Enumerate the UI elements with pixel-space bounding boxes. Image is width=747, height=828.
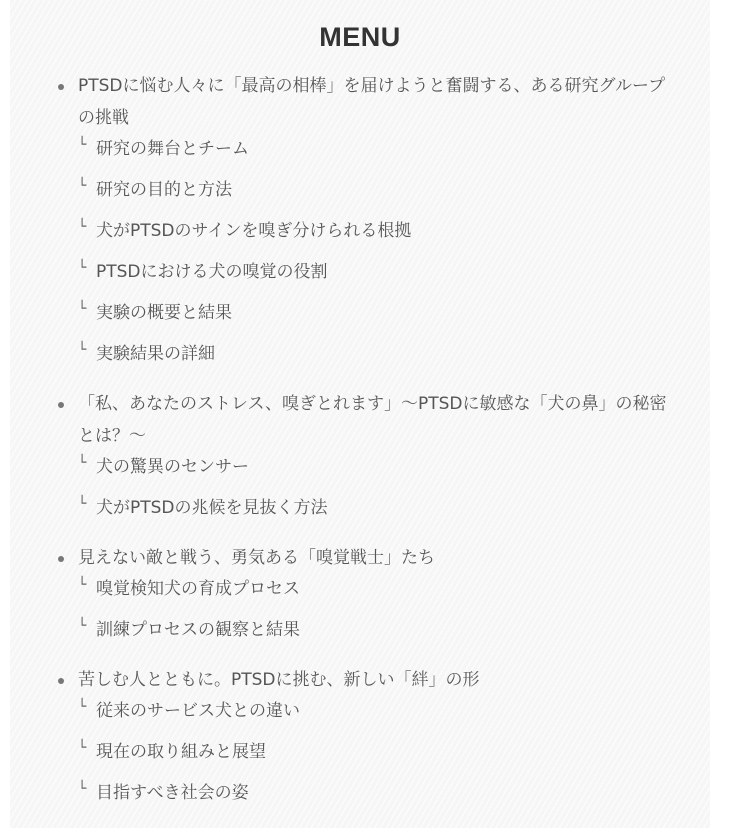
toc-subitem-label[interactable]: PTSDにおける犬の嗅覚の役割 [96,262,328,282]
toc-subitem[interactable] [78,493,710,534]
toc-sublist [78,574,710,656]
corner-icon: └ [78,618,87,634]
corner-icon: └ [78,740,87,756]
toc-section-link[interactable]: 「私、あなたのストレス、嗅ぎとれます」〜PTSDに敏感な「犬の鼻」の秘密とは？〜 [78,394,667,446]
toc-subitem[interactable] [78,134,710,175]
corner-icon: └ [78,301,87,317]
corner-icon: └ [78,219,87,235]
toc-section-link[interactable]: PTSDに悩む人々に「最高の相棒」を届けようと奮闘する、ある研究グループの挑戦 [78,76,666,128]
toc-section-4 [54,664,710,819]
corner-icon: └ [78,178,87,194]
toc-section-3 [54,542,710,656]
toc-section-link[interactable]: 苦しむ人とともに。PTSDに挑む、新しい「絆」の形 [78,670,480,690]
toc-subitem[interactable] [78,452,710,493]
toc-subitem[interactable] [78,737,710,778]
table-of-contents [10,0,710,828]
menu-title: MENU [319,22,401,52]
corner-icon: └ [78,496,87,512]
toc-subitem[interactable] [78,298,710,339]
toc-subitem-label[interactable]: 訓練プロセスの観察と結果 [96,620,300,640]
corner-icon: └ [78,699,87,715]
toc-subitem-label[interactable]: 研究の目的と方法 [96,180,232,200]
toc-section-link[interactable]: 見えない敵と戦う、勇気ある「嗅覚戦士」たち [78,548,435,568]
toc-subitem[interactable] [78,339,710,380]
toc-sublist [78,452,710,534]
corner-icon: └ [78,260,87,276]
toc-subitem-label[interactable]: 目指すべき社会の姿 [96,783,249,803]
toc-section-2 [54,388,710,534]
corner-icon: └ [78,455,87,471]
toc-sublist [78,696,710,819]
toc-subitem[interactable] [78,615,710,656]
corner-icon: └ [78,781,87,797]
toc-subitem[interactable] [78,574,710,615]
toc-subitem-label[interactable]: 現在の取り組みと展望 [96,742,266,762]
toc-subitem-label[interactable]: 実験結果の詳細 [96,344,215,364]
toc-subitem-label[interactable]: 研究の舞台とチーム [96,139,249,159]
corner-icon: └ [78,342,87,358]
toc-subitem-label[interactable]: 嗅覚検知犬の育成プロセス [96,579,300,599]
toc-subitem[interactable] [78,257,710,298]
toc-subitem[interactable] [78,778,710,819]
toc-subitem-label[interactable]: 犬の驚異のセンサー [96,457,249,477]
toc-subitem[interactable] [78,216,710,257]
corner-icon: └ [78,137,87,153]
toc-section-1 [54,70,710,380]
toc-subitem[interactable] [78,175,710,216]
toc-sublist [78,134,710,380]
toc-subitem-label[interactable]: 従来のサービス犬との違い [96,701,300,721]
toc-subitem-label[interactable]: 犬がPTSDのサインを嗅ぎ分けられる根拠 [96,221,412,241]
toc-subitem-label[interactable]: 犬がPTSDの兆候を見抜く方法 [96,498,328,518]
toc-list [10,70,710,819]
toc-subitem[interactable] [78,696,710,737]
corner-icon: └ [78,577,87,593]
toc-subitem-label[interactable]: 実験の概要と結果 [96,303,232,323]
